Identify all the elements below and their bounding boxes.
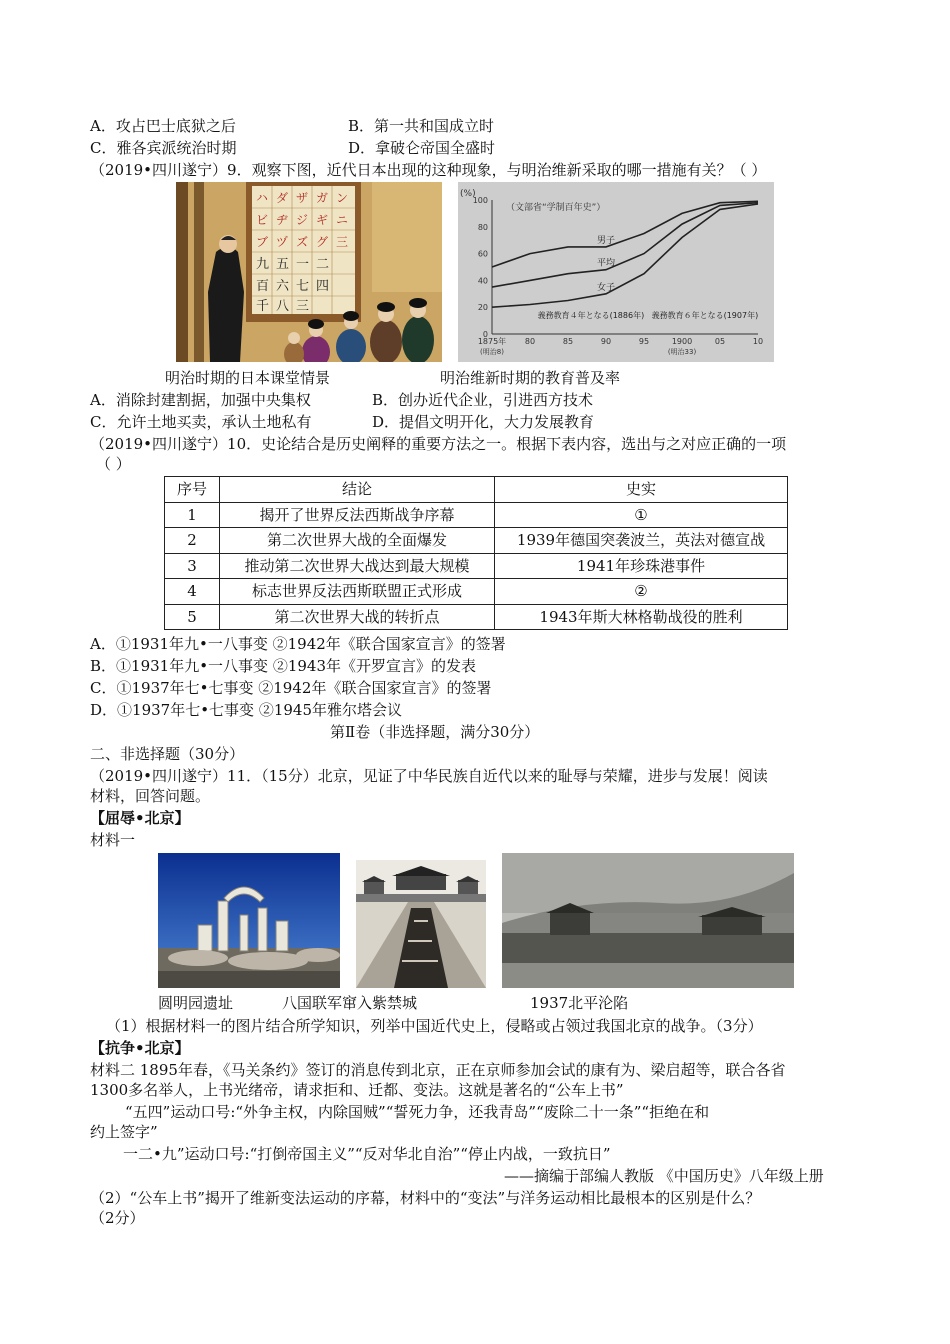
q10-option-d: D．①1937年七•七事变 ②1945年雅尔塔会议: [90, 701, 402, 719]
material2-line4: 约上签字”: [90, 1123, 158, 1141]
svg-text:三: 三: [296, 299, 310, 314]
table-cell: ②: [495, 579, 788, 605]
chart-x-tick-label: 85: [562, 337, 574, 346]
material2-line5: 一二•九”运动口号:“打倒帝国主义”“反对华北自治”“停止内战，一致抗日”: [123, 1145, 611, 1163]
q10-stem-blank: （ ）: [96, 455, 131, 473]
q9-option-c: C．允许土地买卖，承认土地私有: [90, 413, 312, 431]
chart-y-tick-label: 0: [482, 330, 488, 339]
photo-caption-beiping: 1937北平沦陷: [530, 994, 629, 1012]
svg-text:ヅ: ヅ: [276, 235, 289, 249]
q10-stem: （2019•四川遂宁）10．史论结合是历史阐释的重要方法之一。根据下表内容，选出与之对应正确的一项: [90, 435, 787, 453]
table-cell: 4: [165, 579, 220, 605]
chart-y-tick-label: 20: [477, 303, 488, 313]
table-cell: 第二次世界大战的全面爆发: [220, 528, 495, 554]
table-header-fact: 史实: [495, 477, 788, 503]
material2-line3: “五四”运动口号:“外争主权，内除国贼”“誓死力争，还我青岛”“废除二十一条”“拒绝在和: [125, 1103, 710, 1121]
svg-text:八: 八: [276, 299, 290, 314]
table-cell: 标志世界反法西斯联盟正式形成: [220, 579, 495, 605]
svg-text:グ: グ: [316, 235, 329, 249]
table-cell: 1941年珍珠港事件: [495, 553, 788, 579]
chart-x-tick-label: 05: [714, 337, 726, 346]
table-cell: 1943年斯大林格勒战役的胜利: [495, 604, 788, 630]
svg-text:ハ: ハ: [256, 191, 269, 205]
q9-option-d: D．提倡文明开化，大力发展教育: [372, 413, 595, 431]
svg-text:ガ: ガ: [316, 191, 329, 205]
q9-caption-right: 明治维新时期的教育普及率: [440, 369, 621, 387]
table-cell: 第二次世界大战的转折点: [220, 604, 495, 630]
svg-text:ジ: ジ: [296, 213, 309, 227]
sub-question-2-score: （2分）: [90, 1209, 145, 1227]
svg-text:ブ: ブ: [256, 235, 269, 249]
beiping-fall-photo: [502, 853, 794, 988]
svg-text:九: 九: [256, 257, 270, 272]
chart-y-tick-label: 80: [477, 222, 488, 232]
svg-text:ヂ: ヂ: [276, 213, 289, 227]
yuanmingyuan-photo: [158, 853, 340, 988]
education-rate-chart: [458, 182, 774, 362]
svg-text:百: 百: [256, 279, 270, 294]
svg-text:六: 六: [276, 279, 290, 294]
material2-line1: 材料二 1895年春，《马关条约》签订的消息传到北京，正在京师参加会试的康有为、梁启超等，联合各省: [90, 1061, 786, 1079]
table-cell: ①: [495, 502, 788, 528]
q8-option-a: A．攻占巴士底狱之后: [90, 117, 236, 135]
svg-text:二: 二: [316, 257, 330, 272]
chart-annotation: 義務教育４年となる(1886年): [537, 310, 645, 320]
photo-caption-yuanmingyuan: 圆明园遗址: [158, 994, 234, 1012]
svg-text:ギ: ギ: [316, 213, 329, 227]
chart-x-tick-label: 80: [524, 337, 536, 346]
svg-text:ビ: ビ: [256, 213, 269, 227]
table-row: [165, 553, 788, 579]
q8-option-b: B．第一共和国成立时: [348, 117, 495, 135]
table-cell: 1939年德国突袭波兰，英法对德宣战: [495, 528, 788, 554]
table-cell: 2: [165, 528, 220, 554]
chart-x-tick-label: 90: [600, 337, 612, 346]
material1-label: 材料一: [90, 831, 136, 849]
svg-text:ザ: ザ: [296, 191, 309, 205]
q9-caption-left: 明治时期的日本课堂情景: [165, 369, 331, 387]
material2-line2: 1300多名举人，上书光绪帝，请求拒和、迁都、变法。这就是著名的“公车上书”: [90, 1081, 624, 1099]
table-cell: 推动第二次世界大战达到最大规模: [220, 553, 495, 579]
q9-option-a: A．消除封建割据，加强中央集权: [90, 391, 311, 409]
sub-question-2: （2）“公车上书”揭开了维新变法运动的序幕，材料中的“变法”与洋务运动相比最根本的区别是什么？: [90, 1189, 761, 1207]
chart-ylabel: (%): [460, 189, 476, 199]
sub-question-1: （1）根据材料一的图片结合所学知识，列举中国近代史上，侵略或占领过我国北京的战争。（3分）: [106, 1017, 763, 1035]
chart-series-label: 平均: [596, 258, 616, 269]
table-header-conclusion: 结论: [220, 477, 495, 503]
q11-stem: （2019•四川遂宁）11．（15分）北京，见证了中华民族自近代以来的耻辱与荣耀，进步与发展！阅读: [90, 767, 768, 785]
svg-text:ン: ン: [336, 191, 349, 205]
table-cell: 1: [165, 502, 220, 528]
table-row: [165, 604, 788, 630]
svg-text:ズ: ズ: [296, 235, 309, 249]
q9-stem: （2019•四川遂宁）9．观察下图，近代日本出现的这种现象，与明治维新采取的哪一措施有关？（ ）: [90, 161, 767, 179]
svg-text:七: 七: [296, 279, 310, 294]
chart-title: （文部省“学制百年史”）: [506, 203, 606, 213]
svg-text:五: 五: [276, 257, 290, 272]
q10-option-c: C．①1937年七•七事变 ②1942年《联合国家宣言》的签署: [90, 679, 492, 697]
table-cell: 5: [165, 604, 220, 630]
chart-x-tick-label: 1875年: [477, 337, 507, 346]
svg-text:三: 三: [336, 235, 349, 249]
svg-text:ダ: ダ: [276, 191, 289, 205]
q10-table: [164, 476, 788, 630]
svg-text:ニ: ニ: [336, 213, 349, 227]
q10-option-b: B．①1931年九•一八事变 ②1943年《开罗宣言》的发表: [90, 657, 476, 675]
classroom-illustration: [176, 182, 442, 362]
svg-text:一: 一: [296, 257, 310, 272]
part1-title: 【屈辱•北京】: [90, 809, 190, 827]
q11-stem-cont: 材料，回答问题。: [90, 787, 211, 805]
chart-y-tick-label: 40: [477, 276, 488, 286]
table-cell: 揭开了世界反法西斯战争序幕: [220, 502, 495, 528]
section-heading: 二、非选择题（30分）: [90, 745, 245, 763]
q10-option-a: A．①1931年九•一八事变 ②1942年《联合国家宣言》的签署: [90, 635, 506, 653]
forbidden-city-photo: [356, 860, 486, 988]
table-cell: 3: [165, 553, 220, 579]
chart-series-label: 女子: [596, 282, 616, 293]
photo-caption-forbidden-city: 八国联军窜入紫禁城: [282, 994, 418, 1012]
table-header-index: 序号: [165, 477, 220, 503]
chart-x-sublabel: (明治8): [480, 348, 504, 356]
chart-y-tick-label: 60: [477, 249, 488, 259]
q9-option-b: B．创办近代企业，引进西方技术: [372, 391, 594, 409]
volume-title: 第Ⅱ卷（非选择题，满分30分）: [330, 723, 540, 741]
chart-x-tick-label: 95: [638, 337, 650, 346]
material-source: ——摘编于部编人教版 《中国历史》八年级上册: [504, 1167, 824, 1185]
chart-series-label: 男子: [596, 235, 616, 246]
part2-title: 【抗争•北京】: [90, 1039, 190, 1057]
q8-option-c: C．雅各宾派统治时期: [90, 139, 237, 157]
chart-x-tick-label: 1900: [671, 337, 693, 346]
chart-y-tick-label: 100: [472, 196, 488, 205]
table-row: [165, 502, 788, 528]
table-row: [165, 528, 788, 554]
q8-option-d: D．拿破仑帝国全盛时: [348, 139, 496, 157]
chart-x-sublabel: (明治33): [667, 348, 697, 356]
table-row: [165, 579, 788, 605]
chart-annotation: 義務教育６年となる(1907年): [651, 310, 759, 320]
chart-x-tick-label: 10: [752, 337, 764, 346]
svg-text:千: 千: [256, 299, 270, 314]
svg-text:四: 四: [316, 279, 330, 294]
